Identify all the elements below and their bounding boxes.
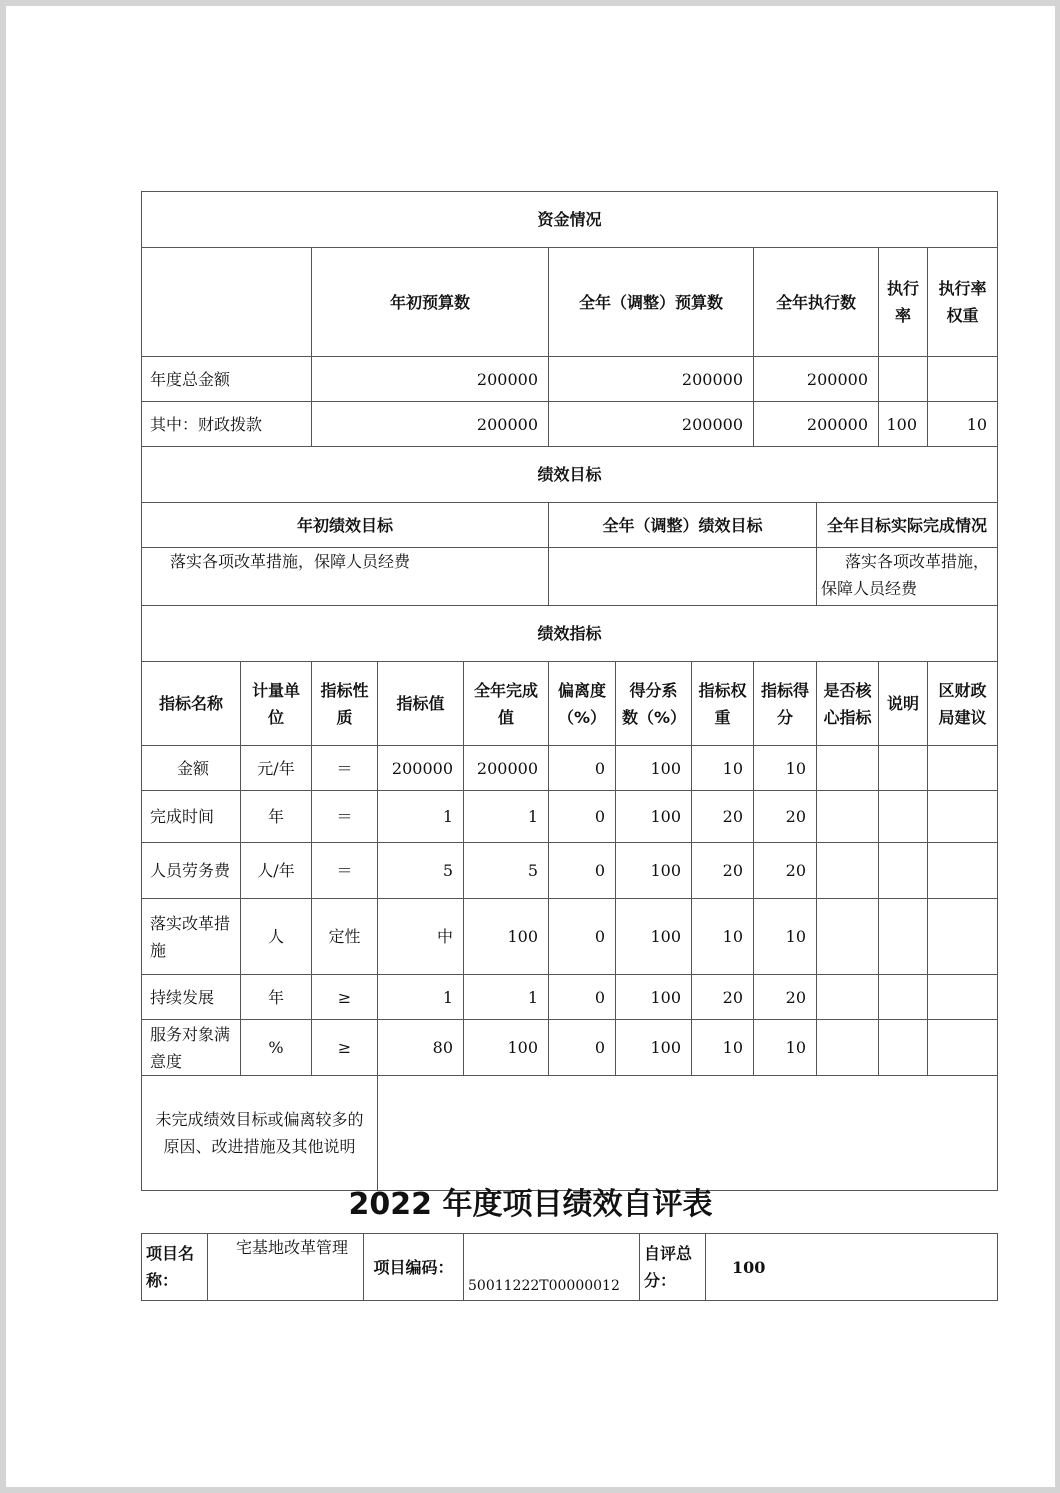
- indicator-header: 指标性质: [312, 662, 378, 746]
- goals-header-actual: 全年目标实际完成情况: [817, 503, 998, 548]
- indicator-row: [142, 1020, 998, 1076]
- indicator-row: [142, 746, 998, 791]
- indicator-cell: 1: [378, 791, 464, 843]
- project-code-value: 50011222T00000012: [464, 1234, 640, 1301]
- indicator-cell: 人: [241, 899, 312, 975]
- indicator-cell: [928, 843, 998, 899]
- indicator-cell: 10: [692, 1020, 754, 1076]
- indicator-header: 是否核心指标: [817, 662, 879, 746]
- indicator-cell: 100: [616, 899, 692, 975]
- indicator-cell: 年: [241, 975, 312, 1020]
- indicator-cell: 人员劳务费: [142, 843, 241, 899]
- indicator-cell: 10: [692, 746, 754, 791]
- indicator-cell: 落实改革措施: [142, 899, 241, 975]
- indicator-cell: 100: [616, 791, 692, 843]
- funds-row-rate: [879, 357, 928, 402]
- indicator-cell: 100: [616, 975, 692, 1020]
- indicator-header: 偏离度（%）: [549, 662, 616, 746]
- funds-row-label: 其中：财政拨款: [142, 402, 312, 447]
- indicator-cell: 80: [378, 1020, 464, 1076]
- indicator-cell: 10: [754, 899, 817, 975]
- indicator-cell: [817, 899, 879, 975]
- indicator-cell: 元/年: [241, 746, 312, 791]
- indicator-cell: 0: [549, 791, 616, 843]
- funds-row: [142, 357, 998, 402]
- indicator-cell: 0: [549, 843, 616, 899]
- indicator-header: 区财政局建议: [928, 662, 998, 746]
- indicator-cell: 中: [378, 899, 464, 975]
- indicator-header: 全年完成值: [464, 662, 549, 746]
- indicator-row: [142, 791, 998, 843]
- indicator-cell: [928, 975, 998, 1020]
- indicator-cell: [879, 899, 928, 975]
- funds-row-executed: 200000: [754, 357, 879, 402]
- form-title: 2022 年度项目绩效自评表: [348, 1187, 713, 1222]
- indicator-cell: 100: [616, 1020, 692, 1076]
- indicator-cell: [879, 975, 928, 1020]
- goal-actual: 落实各项改革措施，保障人员经费: [817, 548, 998, 606]
- indicator-cell: 20: [754, 843, 817, 899]
- indicator-header: 指标得分: [754, 662, 817, 746]
- self-score-value: 100: [706, 1234, 998, 1301]
- funds-header-initial: 年初预算数: [312, 248, 549, 357]
- indicator-row: [142, 843, 998, 899]
- indicator-cell: 100: [616, 843, 692, 899]
- indicator-cell: 10: [754, 746, 817, 791]
- indicator-cell: 100: [616, 746, 692, 791]
- indicator-cell: [928, 1020, 998, 1076]
- indicators-section-title: 绩效指标: [142, 606, 998, 662]
- funds-row-weight: [928, 357, 998, 402]
- indicator-cell: 20: [692, 843, 754, 899]
- indicator-header: 得分系数（%）: [616, 662, 692, 746]
- indicator-cell: ＝: [312, 843, 378, 899]
- indicator-row: [142, 975, 998, 1020]
- funds-row-executed: 200000: [754, 402, 879, 447]
- indicator-cell: 5: [378, 843, 464, 899]
- indicator-cell: ≥: [312, 1020, 378, 1076]
- indicator-cell: 1: [378, 975, 464, 1020]
- indicator-cell: 20: [692, 975, 754, 1020]
- indicator-cell: 5: [464, 843, 549, 899]
- indicator-cell: 年: [241, 791, 312, 843]
- funds-row-adjusted: 200000: [549, 357, 754, 402]
- indicator-cell: 0: [549, 975, 616, 1020]
- project-name-value: 宅基地改革管理: [208, 1234, 364, 1301]
- indicator-cell: [817, 975, 879, 1020]
- indicator-cell: ≥: [312, 975, 378, 1020]
- indicator-cell: 20: [754, 975, 817, 1020]
- goal-initial: 落实各项改革措施，保障人员经费: [142, 548, 549, 606]
- indicator-cell: [817, 791, 879, 843]
- indicator-cell: 200000: [378, 746, 464, 791]
- indicator-cell: [928, 899, 998, 975]
- indicator-header: 指标名称: [142, 662, 241, 746]
- funds-row-initial: 200000: [312, 402, 549, 447]
- project-info-table: [141, 1233, 998, 1301]
- funds-row-adjusted: 200000: [549, 402, 754, 447]
- indicator-cell: 100: [464, 899, 549, 975]
- indicator-cell: 完成时间: [142, 791, 241, 843]
- indicator-cell: 10: [692, 899, 754, 975]
- indicator-cell: 金额: [142, 746, 241, 791]
- performance-table: [141, 191, 998, 1191]
- goal-adjusted: [549, 548, 817, 606]
- goals-header-adjusted: 全年（调整）绩效目标: [549, 503, 817, 548]
- indicator-header: 指标值: [378, 662, 464, 746]
- indicator-cell: [879, 746, 928, 791]
- indicator-cell: 10: [754, 1020, 817, 1076]
- indicator-cell: 1: [464, 791, 549, 843]
- indicator-cell: 20: [754, 791, 817, 843]
- indicator-cell: [817, 843, 879, 899]
- indicator-header: 指标权重: [692, 662, 754, 746]
- indicator-cell: [879, 1020, 928, 1076]
- indicator-cell: ＝: [312, 791, 378, 843]
- indicator-cell: [817, 746, 879, 791]
- funds-row-label: 年度总金额: [142, 357, 312, 402]
- indicator-cell: 200000: [464, 746, 549, 791]
- indicator-header: 说明: [879, 662, 928, 746]
- indicator-cell: 1: [464, 975, 549, 1020]
- indicator-cell: 人/年: [241, 843, 312, 899]
- indicator-cell: ＝: [312, 746, 378, 791]
- indicator-header: 计量单位: [241, 662, 312, 746]
- indicator-cell: %: [241, 1020, 312, 1076]
- indicator-cell: 0: [549, 899, 616, 975]
- indicator-cell: [928, 746, 998, 791]
- funds-row-weight: 10: [928, 402, 998, 447]
- funds-row-initial: 200000: [312, 357, 549, 402]
- indicator-row: [142, 899, 998, 975]
- funds-header-executed: 全年执行数: [754, 248, 879, 357]
- indicator-cell: 20: [692, 791, 754, 843]
- indicator-cell: [928, 791, 998, 843]
- project-code-label: 项目编码：: [364, 1234, 464, 1301]
- indicator-cell: 定性: [312, 899, 378, 975]
- notes-value: [378, 1076, 998, 1191]
- funds-row-rate: 100: [879, 402, 928, 447]
- goals-section-title: 绩效目标: [142, 447, 998, 503]
- indicator-cell: [879, 843, 928, 899]
- indicator-cell: [879, 791, 928, 843]
- indicator-cell: 0: [549, 746, 616, 791]
- notes-label: 未完成绩效目标或偏离较多的原因、改进措施及其他说明: [142, 1076, 378, 1191]
- funds-header-rate: 执行率: [879, 248, 928, 357]
- funds-row: [142, 402, 998, 447]
- project-name-label: 项目名称：: [142, 1234, 208, 1301]
- funds-header-adjusted: 全年（调整）预算数: [549, 248, 754, 357]
- indicator-cell: 100: [464, 1020, 549, 1076]
- indicator-cell: 0: [549, 1020, 616, 1076]
- goals-header-initial: 年初绩效目标: [142, 503, 549, 548]
- indicator-cell: [817, 1020, 879, 1076]
- document-page: [6, 6, 1055, 1487]
- funds-section-title: 资金情况: [142, 192, 998, 248]
- indicator-cell: 持续发展: [142, 975, 241, 1020]
- indicator-cell: 服务对象满意度: [142, 1020, 241, 1076]
- funds-header-weight: 执行率权重: [928, 248, 998, 357]
- self-score-label: 自评总分：: [640, 1234, 706, 1301]
